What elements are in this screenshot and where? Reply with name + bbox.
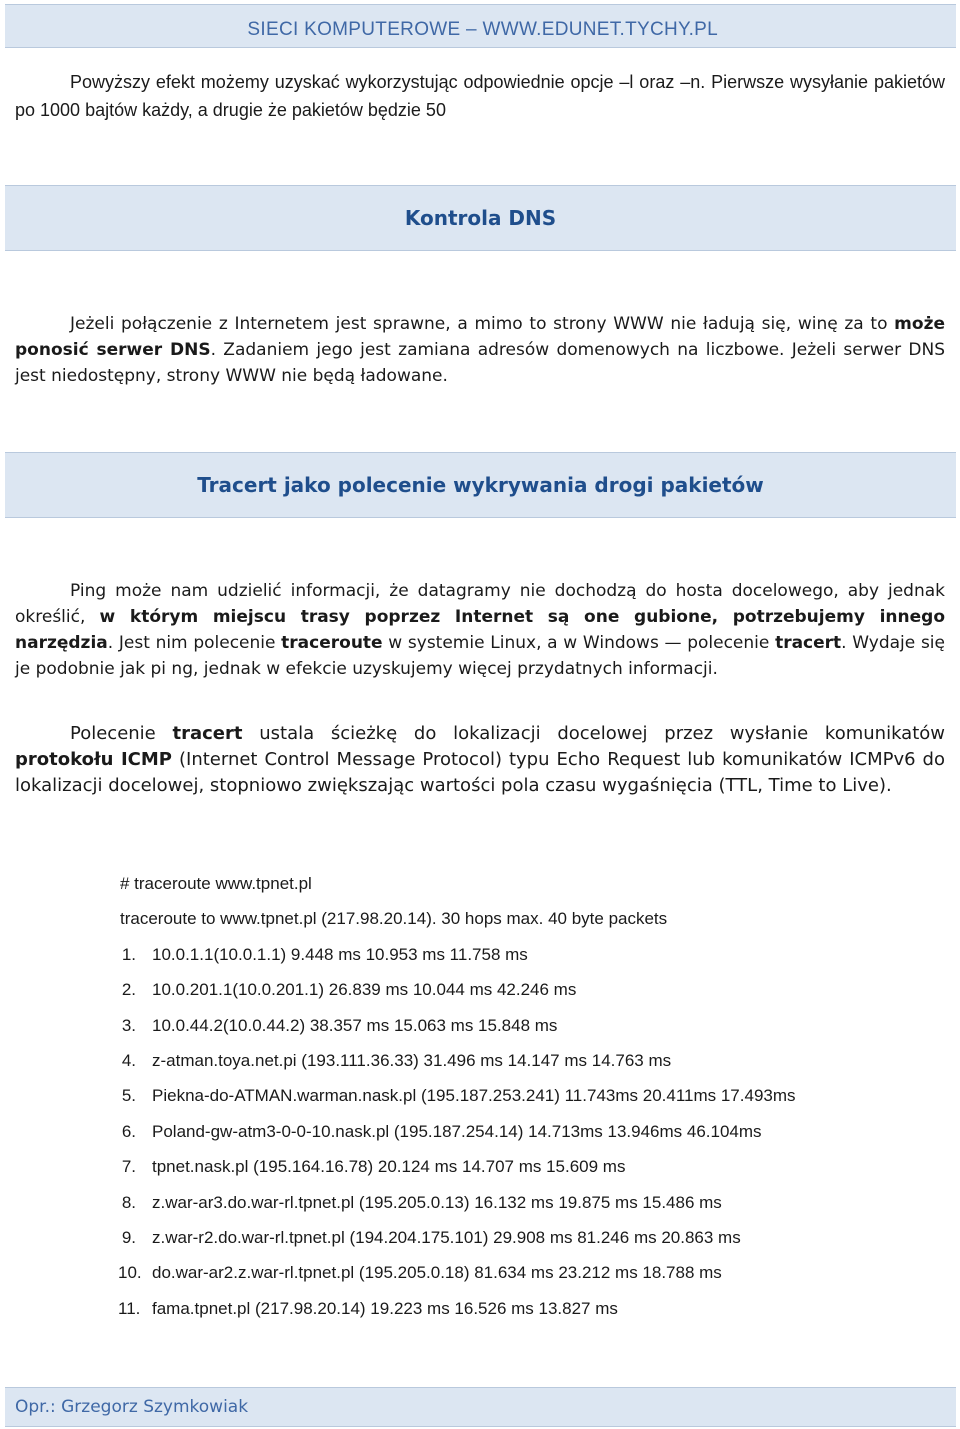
hop-number: 11.	[118, 1298, 141, 1318]
hop-text: Piekna-do-ATMAN.warman.nask.pl (195.187.253.241) 11.743ms 20.411ms 17.493ms	[152, 1086, 796, 1106]
dns-section-header	[5, 185, 956, 251]
p1-text-d: . Wydaje się je podobnie jak pi ng, jednak w efekcie uzyskujemy więcej przydatnych informacji.	[15, 633, 945, 679]
tracert-paragraph-1	[15, 578, 945, 682]
intro-paragraph: Powyższy efekt możemy uzyskać wykorzystując odpowiednie opcje –l oraz –n. Pierwsze wysyłanie pakietów po 1000 bajtów każdy, a drugie że pakietów będzie 50	[15, 72, 945, 120]
hop-number: 4.	[121, 1050, 136, 1070]
traceroute-command: # traceroute www.tpnet.pl	[120, 874, 312, 893]
traceroute-hop-row	[120, 941, 796, 976]
traceroute-hop-row	[120, 1047, 796, 1082]
hop-number: 6.	[121, 1121, 136, 1141]
hop-text: 10.0.1.1(10.0.1.1) 9.448 ms 10.953 ms 11.758 ms	[152, 944, 528, 964]
hop-text: tpnet.nask.pl (195.164.16.78) 20.124 ms 14.707 ms 15.609 ms	[152, 1157, 626, 1177]
hop-text: z.war-r2.do.war-rl.tpnet.pl (194.204.175.101) 29.908 ms 81.246 ms 20.863 ms	[152, 1227, 741, 1247]
dns-section-title: Kontrola DNS	[404, 206, 557, 230]
p1-bold-3: tracert	[775, 633, 842, 653]
traceroute-hop-row	[120, 1082, 796, 1117]
hop-number: 9.	[121, 1227, 136, 1247]
dns-text-a: Jeżeli połączenie z Internetem jest sprawne, a mimo to strony WWW nie ładują się, winę za to	[70, 314, 895, 334]
traceroute-output	[120, 870, 796, 1330]
hop-text: fama.tpnet.pl (217.98.20.14) 19.223 ms 16.526 ms 13.827 ms	[152, 1298, 618, 1318]
tracert-section-header	[5, 452, 956, 518]
traceroute-hop-row	[120, 1259, 796, 1294]
dns-text-b: . Zadaniem jego jest zamiana adresów domenowych na liczbowe. Jeżeli serwer DNS jest niedostępny, strony WWW nie będą ładowane.	[15, 340, 945, 386]
page-header	[5, 4, 956, 48]
hop-number: 1.	[121, 944, 136, 964]
p2-bold-1: tracert	[172, 723, 243, 744]
hop-number: 10.	[118, 1263, 142, 1283]
traceroute-hop-row	[120, 976, 796, 1011]
hop-number: 3.	[121, 1015, 136, 1035]
p2-bold-2: protokołu ICMP	[15, 749, 172, 770]
hop-text: z.war-ar3.do.war-rl.tpnet.pl (195.205.0.13) 16.132 ms 19.875 ms 15.486 ms	[152, 1192, 722, 1212]
hop-number: 5.	[121, 1086, 136, 1106]
hop-number: 7.	[121, 1157, 136, 1177]
dns-paragraph	[15, 311, 945, 389]
p1-text-c: w systemie Linux, a w Windows — polecenie	[382, 633, 776, 653]
hop-text: Poland-gw-atm3-0-0-10.nask.pl (195.187.254.14) 14.713ms 13.946ms 46.104ms	[152, 1121, 762, 1141]
p1-text-a: Ping może nam udzielić informacji, że datagramy nie dochodzą do hosta docelowego, aby jednak określić,	[15, 581, 945, 627]
traceroute-hop-row	[120, 1224, 796, 1259]
dns-text-bold: może ponosić serwer DNS	[15, 314, 945, 360]
hop-text: 10.0.201.1(10.0.201.1) 26.839 ms 10.044 ms 42.246 ms	[152, 980, 577, 1000]
p1-bold-1: w którym miejscu trasy poprzez Internet są one gubione, potrzebujemy innego narzędzia	[15, 607, 946, 653]
traceroute-hop-row	[120, 1189, 796, 1224]
page-footer	[5, 1387, 956, 1427]
tracert-section-title: Tracert jako polecenie wykrywania drogi pakietów	[197, 473, 764, 497]
p1-text-b: . Jest nim polecenie	[107, 633, 282, 653]
tracert-paragraph-2	[15, 721, 945, 799]
traceroute-header: traceroute to www.tpnet.pl (217.98.20.14). 30 hops max. 40 byte packets	[120, 909, 668, 929]
hop-number: 2.	[121, 980, 136, 1000]
p1-bold-2: traceroute	[281, 633, 383, 653]
p2-text-a: Polecenie	[70, 723, 173, 744]
traceroute-hop-row	[120, 1295, 796, 1330]
traceroute-hop-list	[120, 941, 796, 1330]
hop-text: do.war-ar2.z.war-rl.tpnet.pl (195.205.0.18) 81.634 ms 23.212 ms 18.788 ms	[152, 1263, 722, 1283]
hop-text: 10.0.44.2(10.0.44.2) 38.357 ms 15.063 ms 15.848 ms	[152, 1015, 558, 1035]
header-title: SIECI KOMPUTEROWE – WWW.EDUNET.TYCHY.PL	[247, 19, 718, 40]
hop-text: z-atman.toya.net.pi (193.111.36.33) 31.496 ms 14.147 ms 14.763 ms	[152, 1050, 672, 1070]
p2-text-b: ustala ścieżkę do lokalizacji docelowej przez wysłanie komunikatów	[242, 723, 946, 744]
p2-text-c: (Internet Control Message Protocol) typu Echo Request lub komunikatów ICMPv6 do lokalizacji docelowej, stopniowo zwiększając wartości pola czasu wygaśnięcia (TTL, Time to Live).	[15, 749, 945, 796]
traceroute-hop-row	[120, 1153, 796, 1188]
hop-number: 8.	[121, 1192, 136, 1212]
traceroute-hop-row	[120, 1118, 796, 1153]
traceroute-hop-row	[120, 1012, 796, 1047]
footer-author: Opr.: Grzegorz Szymkowiak	[15, 1397, 249, 1417]
